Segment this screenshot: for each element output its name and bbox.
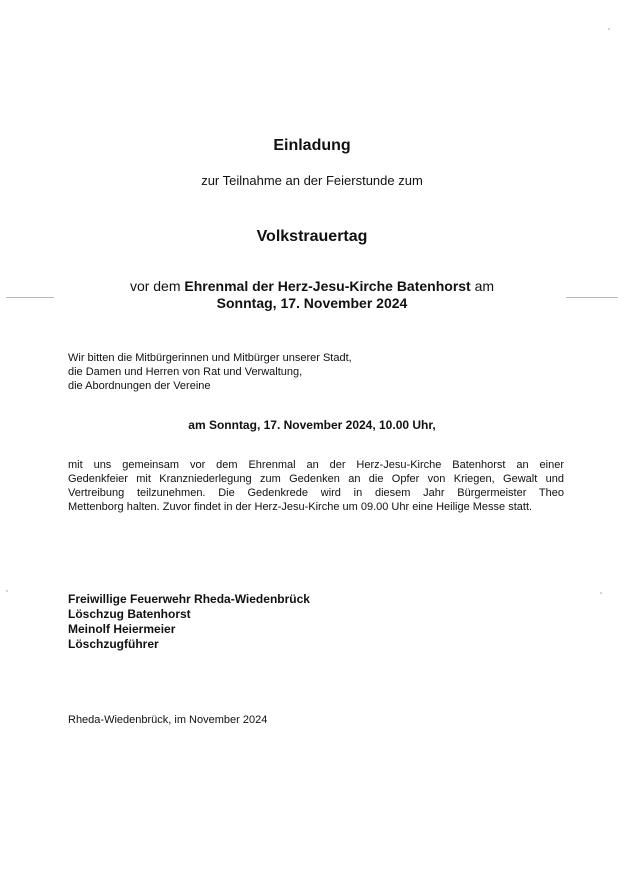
event-datetime: am Sonntag, 17. November 2024, 10.00 Uhr, (188, 418, 436, 432)
intro-paragraph (68, 351, 352, 393)
signature-role: Löschzugführer (68, 637, 159, 651)
event-date: Sonntag, 17. November 2024 (216, 295, 408, 311)
place-date: Rheda-Wiedenbrück, im November 2024 (68, 714, 268, 726)
scan-speck (608, 28, 610, 30)
signature-organization: Freiwillige Feuerwehr Rheda-Wiedenbrück (68, 592, 310, 606)
body-line: Mettenborg halten. Zuvor findet in der Herz-Jesu-Kirche um 09.00 Uhr eine Heilige Messe statt. (68, 501, 533, 513)
intro-line: die Damen und Herren von Rat und Verwaltung, (68, 366, 303, 378)
intro-line: die Abordnungen der Vereine (68, 380, 211, 392)
body-line: mit uns gemeinsam vor dem Ehrenmal an der Herz-Jesu-Kirche Batenhorst an einer (68, 459, 564, 471)
event-name: Volkstrauertag (256, 228, 368, 245)
location-prefix: vor dem (129, 278, 185, 294)
location-suffix: am (470, 278, 495, 294)
document-title: Einladung (273, 137, 351, 154)
scan-speck (600, 592, 602, 594)
signature-block (68, 592, 310, 652)
location-place: Ehrenmal der Herz-Jesu-Kirche Batenhorst (184, 278, 471, 294)
signature-unit: Löschzug Batenhorst (68, 607, 191, 621)
body-line: Gedenkfeier mit Kranzniederlegung zum Gedenken an die Opfer von Kriegen, Gewalt und (68, 473, 564, 485)
intro-line: Wir bitten die Mitbürgerinnen und Mitbürger unserer Stadt, (68, 352, 352, 364)
scan-speck (6, 590, 8, 592)
body-paragraph (68, 458, 564, 514)
body-line: Vertreibung teilzunehmen. Die Gedenkrede wird in diesem Jahr Bürgermeister Theo (68, 487, 564, 499)
signature-name: Meinolf Heiermeier (68, 622, 176, 636)
event-location (0, 278, 624, 294)
document-subtitle: zur Teilnahme an der Feierstunde zum (201, 173, 423, 188)
